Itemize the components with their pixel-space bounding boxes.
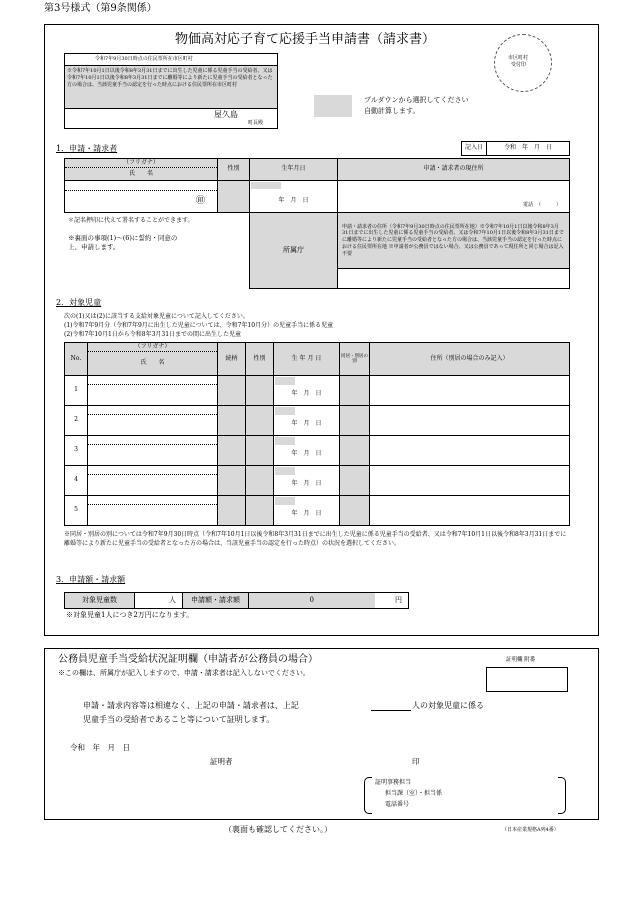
gender-header: 性別 — [218, 159, 250, 181]
office-address-input[interactable] — [338, 269, 570, 289]
cert-body1a: 申請・請求内容等は相違なく、上記の申請・請求者は、上記 — [83, 701, 299, 710]
cert-ref-label: 証明欄 附番 — [506, 657, 536, 663]
stamp-label-1: 市区町村 — [508, 55, 529, 61]
amount-table — [64, 592, 409, 609]
section3-title: 3．申請額・請求額 — [56, 575, 126, 584]
contact-line2: 担当課（室）・担当係 — [385, 790, 443, 797]
col-name: 氏 名 — [88, 352, 218, 376]
col-address: 住所（別居の場合のみ記入） — [370, 343, 570, 376]
footer-back-note: （裏面も確認してください。） — [224, 825, 332, 834]
child-gender-select[interactable] — [246, 496, 274, 526]
applicant-name-input[interactable] — [65, 191, 218, 213]
col-birth: 生 年 月 日 — [274, 343, 340, 376]
child-furigana-input[interactable] — [88, 466, 218, 475]
birth-header: 生年月日 — [250, 159, 338, 181]
phone-label: 電話 — [522, 202, 533, 209]
section3-note: ※対象児童1人につき2万円になります。 — [66, 611, 194, 619]
child-birth-era[interactable] — [274, 496, 340, 505]
section2-footnote: ※同居・別居の別については令和7年9月30日時点（令和7年10月1日以後令和8年3月31日までに出生した児童に係る児童手当の受給者、又は令和7年10月1日以後令和8年3月31日までに離婚等により新たに児童手当の受給者となった方の場合は、当該児童手当の認定を行った時点）の状況を選択してください。 — [64, 531, 567, 547]
child-name-input[interactable] — [88, 445, 218, 466]
section2-item2: (2)令和7年10月1日から令和8年3月31日までの間に出生した児童 — [64, 331, 242, 338]
child-birth-era[interactable] — [274, 376, 340, 385]
col-gender: 性別 — [246, 343, 274, 376]
contact-line1: 証明事務担当 — [375, 779, 412, 786]
applicant-address-input[interactable] — [338, 181, 570, 213]
child-birth-date[interactable]: 年 月 日 — [274, 475, 340, 496]
child-gender-select[interactable] — [246, 406, 274, 436]
municipality-header: 令和7年9月30日時点の住民票所在市区町村 — [95, 56, 193, 62]
child-cohabit-select[interactable] — [340, 376, 370, 406]
child-row — [65, 406, 570, 415]
child-name-input[interactable] — [88, 505, 218, 526]
address-header: 申請・請求者の現住所 — [338, 159, 570, 181]
office-label: 所属庁 — [250, 213, 338, 289]
phone-paren[interactable]: （ ） — [535, 202, 561, 209]
child-relation-select[interactable] — [218, 406, 246, 436]
count-unit: 人 — [135, 593, 183, 609]
cert-seal: 印 — [412, 757, 420, 766]
divider — [64, 108, 278, 109]
child-row — [65, 466, 570, 475]
page-title: 物価高対応子育て応援手当申請書（請求書） — [175, 32, 436, 47]
applicant-furigana-input[interactable] — [65, 181, 218, 191]
amount-value: 0 — [249, 593, 375, 609]
cert-title: 公務員児童手当受給状況証明欄（申請者が公務員の場合） — [58, 654, 318, 665]
cert-body2: 児童手当の受給者であること等について証明します。 — [83, 715, 275, 724]
col-relation: 続柄 — [218, 343, 246, 376]
child-address-input[interactable] — [370, 406, 570, 436]
child-gender-select[interactable] — [246, 376, 274, 406]
child-row — [65, 376, 570, 385]
child-name-input[interactable] — [88, 385, 218, 406]
child-row-number: 4 — [65, 466, 88, 496]
footer-spec: （日本産業規格A列4番） — [502, 827, 559, 833]
child-relation-select[interactable] — [218, 466, 246, 496]
section2-intro: 次の(1)又は(2)に該当する支給対象児童について記入してください。 — [64, 313, 249, 320]
child-cohabit-select[interactable] — [340, 406, 370, 436]
cert-certifier: 証明者 — [210, 757, 233, 766]
municipality-name[interactable]: 屋久島 — [214, 110, 238, 119]
child-cohabit-select[interactable] — [340, 436, 370, 466]
office-table — [249, 212, 570, 289]
contact-line3: 電話番号 — [385, 801, 410, 808]
section2-title: 2．対象児童 — [56, 298, 102, 307]
child-gender-select[interactable] — [246, 466, 274, 496]
applicant-birth-date[interactable]: 年 月 日 — [250, 191, 338, 213]
furigana-header: （フリガナ） — [65, 159, 218, 168]
contact-bracket-right — [558, 777, 566, 814]
child-birth-era[interactable] — [274, 406, 340, 415]
child-cohabit-select[interactable] — [340, 466, 370, 496]
legend-pulldown-swatch — [314, 95, 352, 106]
name-header: 氏 名 — [65, 168, 218, 181]
child-address-input[interactable] — [370, 496, 570, 526]
child-furigana-input[interactable] — [88, 376, 218, 385]
child-name-input[interactable] — [88, 475, 218, 496]
amount-label: 申請額・請求額 — [183, 593, 249, 609]
child-birth-era[interactable] — [274, 436, 340, 445]
col-furigana: （フリガナ） — [88, 343, 218, 352]
child-birth-date[interactable]: 年 月 日 — [274, 505, 340, 526]
cert-body1b: 人の対象児童に係る — [412, 701, 484, 710]
stamp-label-2: 受付印 — [511, 62, 527, 68]
legend-auto-swatch — [314, 106, 352, 117]
entry-date-label: 記入日 — [462, 142, 487, 156]
child-furigana-input[interactable] — [88, 496, 218, 505]
child-row-number: 5 — [65, 496, 88, 526]
child-row — [65, 436, 570, 445]
note-signature: ＊記名押印に代えて署名することができます。 — [68, 217, 194, 224]
child-furigana-input[interactable] — [88, 436, 218, 445]
legend-auto: 自動計算します。 — [364, 107, 420, 115]
child-birth-era[interactable] — [274, 466, 340, 475]
applicant-table — [64, 158, 570, 213]
section2-item1: (1)令和7年9月分（令和7年9月に出生した児童については、令和7年10月分）の児童手当に係る児童 — [64, 322, 334, 329]
child-gender-select[interactable] — [246, 436, 274, 466]
count-label: 対象児童数 — [65, 593, 135, 609]
child-relation-select[interactable] — [218, 376, 246, 406]
child-furigana-input[interactable] — [88, 406, 218, 415]
child-relation-select[interactable] — [218, 496, 246, 526]
child-row-number: 2 — [65, 406, 88, 436]
col-cohabit: 同居・別居の別 — [340, 343, 370, 376]
child-birth-date[interactable]: 年 月 日 — [274, 415, 340, 436]
form-number: 第3号様式（第9条関係） — [44, 3, 157, 14]
child-address-input[interactable] — [370, 466, 570, 496]
child-name-input[interactable] — [88, 415, 218, 436]
section1-title: 1．申請・請求者 — [56, 144, 118, 153]
contact-bracket-left — [364, 777, 372, 814]
cert-note: ※この欄は、所属庁が記入しますので、申請・請求者は記入しないでください。 — [58, 669, 310, 677]
child-row-number: 3 — [65, 436, 88, 466]
municipality-suffix: 町長殿 — [248, 120, 264, 126]
office-note: 申請・請求者の住所（令和7年9月30日時点の住民票所在地）※令和7年10月1日以後令和8年3月31日までに出生した児童に係る児童手当の受給者、又は令和7年10月1日以後令和8年3月31日までに離婚等により新たに児童手当の受給者となった方の場合は、当該児童手当の認定を行った時点における住民票所在地 ※申請者が公務員ではない場合、又は公務員であって現住所と同じ場合は記入不要 — [338, 213, 570, 269]
child-address-input[interactable] — [370, 376, 570, 406]
child-cohabit-select[interactable] — [340, 496, 370, 526]
note-pledge: ※裏面の事項(1)～(6)に誓約・同意の上、申請します。 — [68, 234, 178, 252]
entry-date-table — [461, 141, 570, 156]
legend-pulldown: プルダウンから選択してください — [364, 96, 469, 104]
cert-count-blank[interactable] — [371, 710, 411, 711]
applicant-gender-select[interactable] — [218, 181, 250, 213]
col-no: No. — [65, 343, 88, 376]
child-birth-date[interactable]: 年 月 日 — [274, 385, 340, 406]
child-row — [65, 496, 570, 505]
child-relation-select[interactable] — [218, 436, 246, 466]
child-row-number: 1 — [65, 376, 88, 406]
cert-ref-input[interactable] — [486, 667, 568, 692]
children-table — [64, 342, 570, 526]
child-address-input[interactable] — [370, 436, 570, 466]
municipality-note: ※令和7年10月1日以後令和8年3月31日までに出生した児童に係る児童手当の受給者、又は令和7年10月1日以後令和8年3月31日までに離婚等により新たに児童手当の受給者となった方の場合は、当該児童手当の認定を行った時点における住民票所在市区町村 — [67, 68, 273, 88]
child-birth-date[interactable]: 年 月 日 — [274, 445, 340, 466]
seal-mark: ㊞ — [195, 196, 205, 207]
amount-unit: 円 — [375, 593, 409, 609]
applicant-birth-era[interactable] — [250, 181, 338, 191]
entry-date-value[interactable]: 令和 年 月 日 — [487, 142, 570, 156]
cert-date[interactable]: 令和 年 月 日 — [70, 743, 130, 752]
